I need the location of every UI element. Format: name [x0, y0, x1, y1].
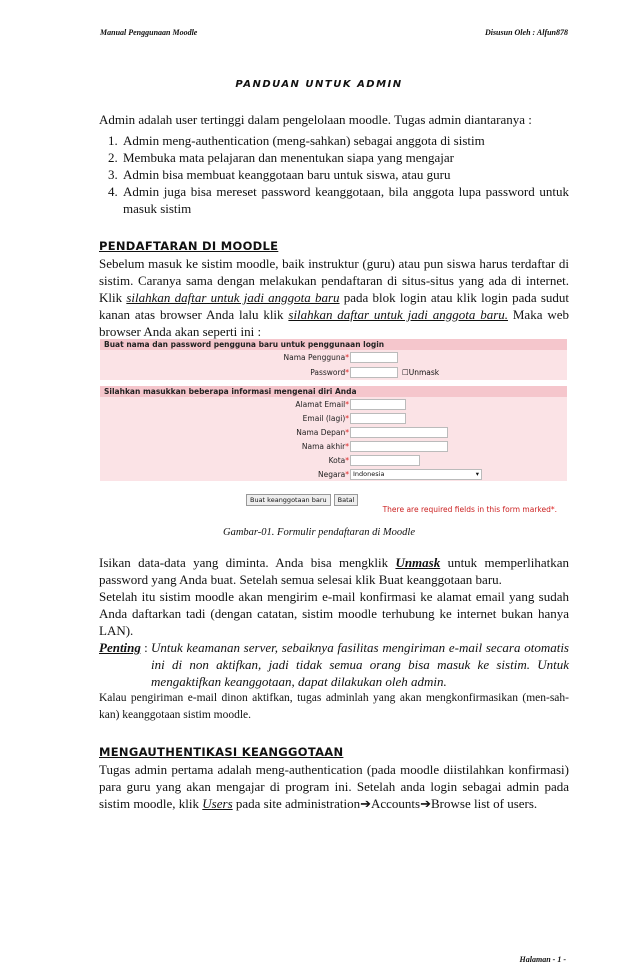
city-input[interactable] [350, 455, 420, 466]
list-item: 3. Admin bisa membuat keanggotaan baru untuk siswa, atau guru [121, 166, 569, 183]
arrow-icon: ➔ [360, 796, 371, 811]
paragraph: Setelah itu sistim moodle akan mengirim e-mail konfirmasi ke alamat email yang sudah Anda daftarkan tadi (dengan catatan, sistim moodle terhubung ke internet bukan hanya LAN). [99, 589, 569, 638]
lastname-input[interactable] [350, 441, 448, 452]
chevron-down-icon: ▾ [475, 470, 479, 478]
paragraph: Isikan data-data yang diminta. Anda bisa mengklik Unmask untuk memperlihatkan password yang Anda buat. Setelah semua selesai klik Buat keanggotaan baru. [99, 555, 569, 587]
form-row: Nama Depan* [100, 425, 567, 439]
task-list [99, 132, 569, 217]
form-section-bar: Silahkan masukkan beberapa informasi mengenai diri Anda [100, 386, 567, 397]
password-input[interactable] [350, 367, 398, 378]
intro-block [99, 111, 569, 217]
firstname-input[interactable] [350, 427, 448, 438]
form-row: Nama akhir* [100, 439, 567, 453]
section-heading: MENGAUTHENTIKASI KEANGGOTAAN [99, 745, 344, 759]
required-note: There are required fields in this form marked*. [382, 505, 557, 514]
after-form-block [99, 554, 569, 724]
register-link[interactable]: silahkan daftar untuk jadi anggota baru. [288, 307, 509, 322]
users-link: Users [202, 796, 233, 811]
form-row: Negara* Indonesia ▾ [100, 467, 567, 481]
form-row: Alamat Email* [100, 397, 567, 411]
list-item: 4. Admin juga bisa mereset password keanggotaan, bila anggota lupa password untuk masuk sistim [121, 183, 569, 217]
paragraph: Sebelum masuk ke sistim moodle, baik instruktur (guru) atau pun siswa harus terdaftar di sistim. Caranya sama dengan melakukan pendaftaran di situs-situs yang ada di internet. Klik silahkan daftar untuk jadi anggota baru pada blok login atau klik login pada sudut kanan atas browser Anda lalu klik silahkan daftar untuk jadi anggota baru. Maka web browser Anda akan seperti ini : [99, 256, 569, 339]
form-row: Password* ☐Unmask [100, 365, 567, 380]
section-heading: PENDAFTARAN DI MOODLE [99, 239, 279, 253]
arrow-icon: ➔ [420, 796, 432, 811]
email-input[interactable] [350, 399, 406, 410]
header-left: Manual Penggunaan Moodle [100, 28, 198, 37]
create-account-button[interactable]: Buat keanggotaan baru [246, 494, 331, 506]
country-select[interactable]: Indonesia ▾ [350, 469, 482, 480]
email-again-input[interactable] [350, 413, 406, 424]
page-title: PANDUAN UNTUK ADMIN [235, 79, 403, 90]
form-row: Kota* [100, 453, 567, 467]
form-row: Email (lagi)* [100, 411, 567, 425]
section-authentication [99, 744, 569, 812]
paragraph: Tugas admin pertama adalah meng-authentication (pada moodle diistilahkan konfirmasi) para guru yang akan mengajar di program ini. Setelah anda login sebagai admin pada sistim moodle, klik Users pada site administration➔Accounts➔Browse list of users. [99, 762, 569, 811]
form-section-bar: Buat nama dan password pengguna baru untuk penggunaan login [100, 339, 567, 350]
intro-text: Admin adalah user tertinggi dalam pengelolaan moodle. Tugas admin diantaranya : [99, 112, 532, 127]
signup-form-screenshot [100, 339, 567, 519]
cancel-button[interactable]: Batal [334, 494, 359, 506]
figure-caption: Gambar-01. Formulir pendaftaran di Moodle [223, 527, 415, 538]
unmask-link: Unmask [395, 555, 441, 570]
page-number: Halaman - 1 - [519, 955, 566, 964]
register-link[interactable]: silahkan daftar untuk jadi anggota baru [126, 290, 340, 305]
paragraph: Kalau pengiriman e-mail dinon aktifkan, tugas adminlah yang akan mengkonfirmasikan (men-sah-kan) keanggotaan sistim moodle. [99, 692, 569, 721]
list-item: 1. Admin meng-authentication (meng-sahkan) sebagai anggota di sistim [121, 132, 569, 149]
username-input[interactable] [350, 352, 398, 363]
unmask-checkbox[interactable]: ☐Unmask [402, 368, 440, 377]
form-row: Nama Pengguna* [100, 350, 567, 365]
header-right: Disusun Oleh : Alfun878 [484, 28, 568, 37]
list-item: 2. Membuka mata pelajaran dan menentukan siapa yang mengajar [121, 149, 569, 166]
section-registration [99, 238, 569, 340]
important-note: Penting : Untuk keamanan server, sebaiknya fasilitas mengiriman e-mail secara otomatis ini di non aktifkan, jadi tidak semua orang bisa masuk ke sistim. Untuk mengaktifkan keanggotaan, dapat dilakukan oleh admin. [99, 640, 569, 689]
